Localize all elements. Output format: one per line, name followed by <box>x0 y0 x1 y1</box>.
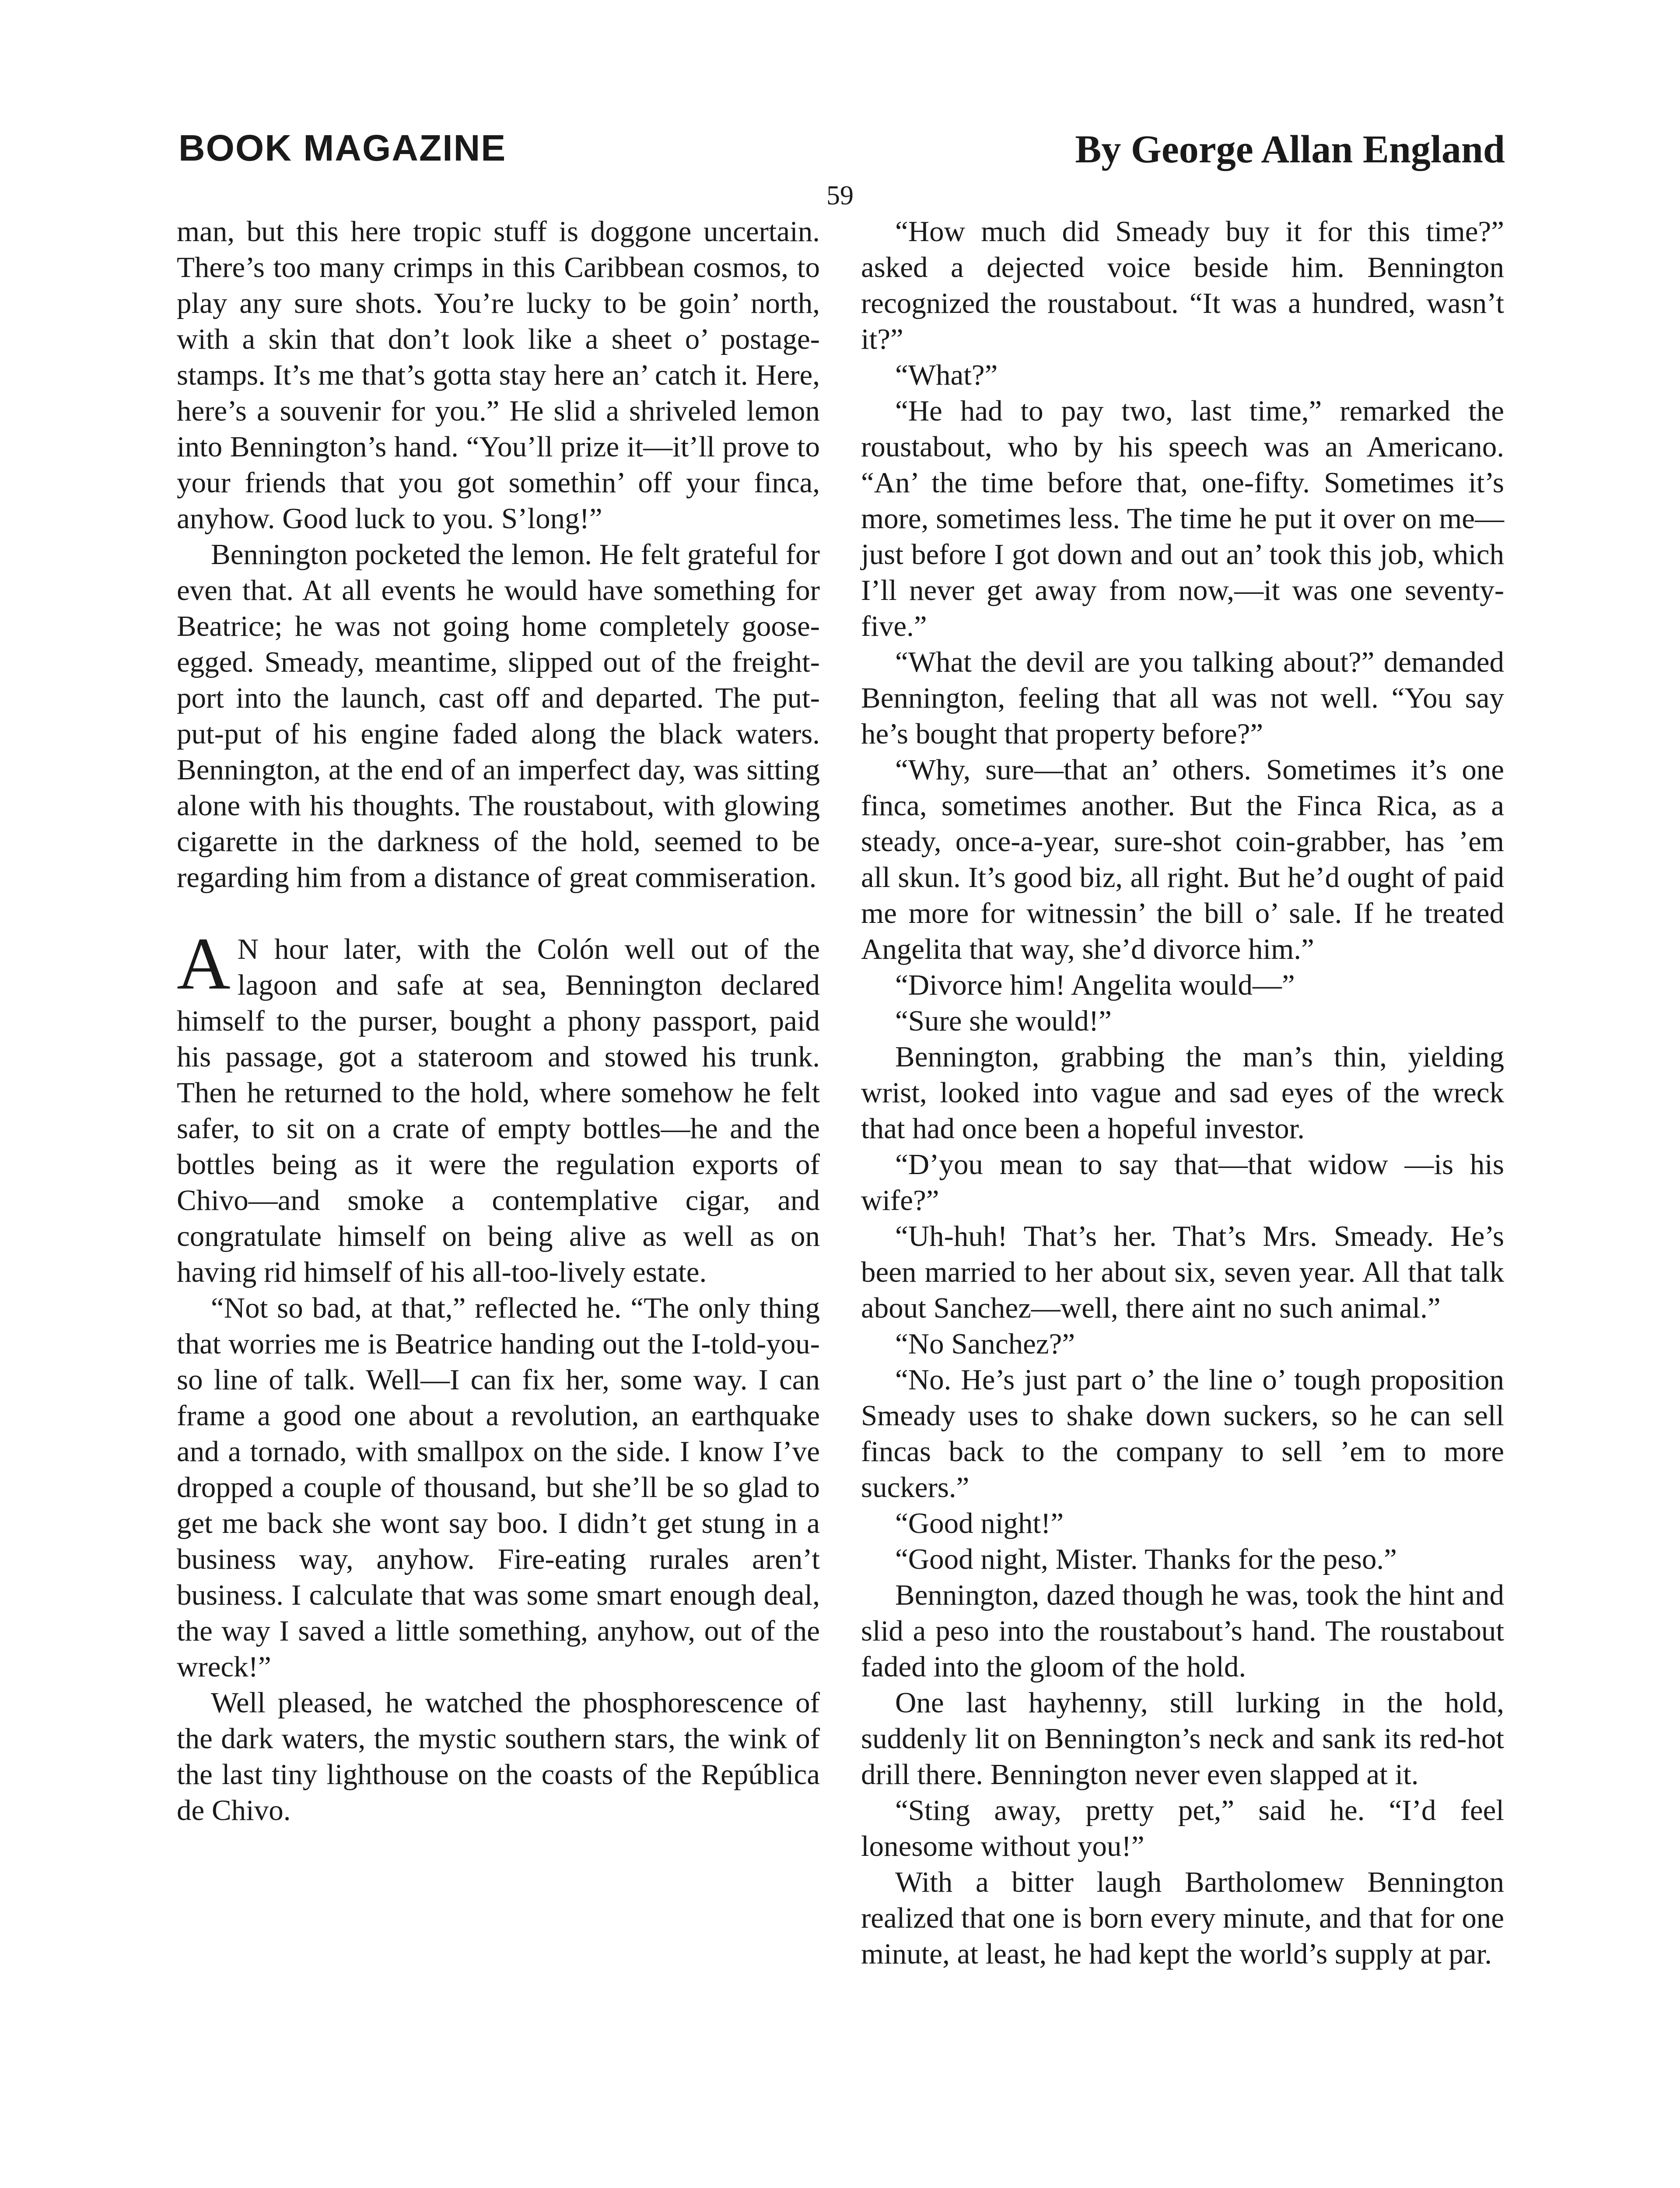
paragraph <box>861 393 1504 644</box>
paragraph <box>861 1218 1504 1326</box>
paragraph <box>177 214 820 536</box>
paragraph-text: “Sting away, pretty pet,” said he. “I’d feel lonesome without you!” <box>861 1794 1504 1862</box>
paragraph-text: “Not so bad, at that,” reflected he. “The only thing that worries me is Beatrice handing out the I-told-you-so line of talk. Well—I can fix her, some way. I can frame a good one about a revolution, an earthquake and a tornado, with smallpox on the side. I know I’ve dropped a couple of thousand, but she’ll be so glad to get me back she wont say boo. I didn’t get stung in a business way, anyhow. Fire-eating rurales aren’t business. I calculate that was some smart enough deal, the way I saved a little something, anyhow, out of the wreck!” <box>177 1292 820 1683</box>
paragraph <box>861 1685 1504 1792</box>
drop-cap: A <box>177 922 231 1005</box>
paragraph-text: “No. He’s just part o’ the line o’ tough proposition Smeady uses to shake down suckers, so he can sell fincas back to the company to sell ’em to more suckers.” <box>861 1364 1504 1504</box>
author-byline: By George Allan England <box>1075 128 1505 171</box>
paragraph-text: Bennington pocketed the lemon. He felt grateful for even that. At all events he would have something for Beatrice; he was not going home completely goose-egged. Smeady, meantime, slipped out of the freight-port into the launch, cast off and departed. The put-put-put of his engine faded along the black waters. Bennington, at the end of an imperfect day, was sitting alone with his thoughts. The roustabout, with glowing cigarette in the darkness of the hold, seemed to be regarding him from a distance of great commiseration. <box>177 538 820 894</box>
paragraph <box>861 1039 1504 1147</box>
right-column <box>861 214 1504 1972</box>
paragraph <box>861 1362 1504 1505</box>
paragraph <box>177 1290 820 1685</box>
paragraph-text: “What?” <box>895 359 998 391</box>
paragraph-text: Bennington, grabbing the man’s thin, yielding wrist, looked into vague and sad eyes of the wreck that had once been a hopeful investor. <box>861 1041 1504 1145</box>
paragraph <box>861 1505 1504 1541</box>
paragraph-text: “He had to pay two, last time,” remarked the roustabout, who by his speech was an Americano. “An’ the time before that, one-fifty. Sometimes it’s more, sometimes less. The time he put it over on me—just before I got down and out an’ took this job, which I’ll never get away from now,—it was one seventy-five.” <box>861 395 1504 642</box>
paragraph-text: Bennington, dazed though he was, took the hint and slid a peso into the roustabout’s hand. The roustabout faded into the gloom of the hold. <box>861 1579 1504 1683</box>
paragraph-text: “Good night, Mister. Thanks for the peso.” <box>895 1543 1397 1575</box>
left-column <box>177 214 820 1828</box>
paragraph <box>861 1541 1504 1577</box>
paragraph-text: “D’you mean to say that—that widow —is his wife?” <box>861 1148 1504 1217</box>
paragraph-text: man, but this here tropic stuff is doggone uncertain. There’s too many crimps in this Caribbean cosmos, to play any sure shots. You’re lucky to be goin’ north, with a skin that don’t look like a sheet o’ postage-stamps. It’s me that’s gotta stay here an’ catch it. Here, here’s a souvenir for you.” He slid a shriveled lemon into Bennington’s hand. “You’ll prize it—it’ll prove to your friends that you got somethin’ off your finca, anyhow. Good luck to you. S’long!” <box>177 215 820 535</box>
paragraph <box>861 1326 1504 1362</box>
paragraph <box>861 214 1504 357</box>
paragraph-text: “Uh-huh! That’s her. That’s Mrs. Smeady. He’s been married to her about six, seven year. All that talk about Sanchez—well, there aint no such animal.” <box>861 1220 1504 1324</box>
paragraph <box>177 922 820 1290</box>
paragraph <box>861 357 1504 393</box>
paragraph <box>177 536 820 895</box>
paragraph-text: “What the devil are you talking about?” demanded Bennington, feeling that all was not well. “You say he’s bought that property before?” <box>861 646 1504 750</box>
paragraph <box>861 1003 1504 1039</box>
paragraph-text: “No Sanchez?” <box>895 1328 1075 1360</box>
paragraph-text: “Why, sure—that an’ others. Sometimes it’s one finca, sometimes another. But the Finca Rica, as a steady, once-a-year, sure-shot coin-grabber, has ’em all skun. It’s good biz, all right. But he’d ought of paid me more for witnessin’ the bill o’ sale. If he treated Angelita that way, she’d divorce him.” <box>861 754 1504 965</box>
paragraph <box>861 1864 1504 1972</box>
paragraph <box>861 1577 1504 1685</box>
paragraph <box>861 644 1504 752</box>
paragraph-text: Well pleased, he watched the phosphorescence of the dark waters, the mystic southern stars, the wink of the last tiny lighthouse on the coasts of the República de Chivo. <box>177 1687 820 1827</box>
magazine-title: BOOK MAGAZINE <box>178 127 507 168</box>
paragraph <box>861 967 1504 1003</box>
paragraph-text: “Sure she would!” <box>895 1005 1112 1037</box>
paragraph-text: N hour later, with the Colón well out of the lagoon and safe at sea, Bennington declared himself to the purser, bought a phony passport, paid his passage, got a stateroom and stowed his trunk. Then he returned to the hold, where somehow he felt safer, to sit on a crate of empty bottles—he and the bottles being as it were the regulation exports of Chivo—and smoke a contemplative cigar, and congratulate himself on being alive as well as on having rid himself of his all-too-lively estate. <box>177 933 820 1288</box>
paragraph <box>861 752 1504 967</box>
paragraph <box>177 1685 820 1828</box>
paragraph-text: “Divorce him! Angelita would—” <box>895 969 1295 1001</box>
paragraph-text: One last hayhenny, still lurking in the hold, suddenly lit on Bennington’s neck and sank its red-hot drill there. Bennington never even slapped at it. <box>861 1687 1504 1791</box>
paragraph <box>861 1792 1504 1864</box>
paragraph <box>861 1147 1504 1218</box>
paragraph-text: “How much did Smeady buy it for this time?” asked a dejected voice beside him. Bennington recognized the roustabout. “It was a hundred, wasn’t it?” <box>861 215 1504 355</box>
paragraph-text: “Good night!” <box>895 1507 1064 1539</box>
paragraph-text: With a bitter laugh Bartholomew Bennington realized that one is born every minute, and that for one minute, at least, he had kept the world’s supply at par. <box>861 1866 1504 1970</box>
page-number: 59 <box>826 181 854 210</box>
